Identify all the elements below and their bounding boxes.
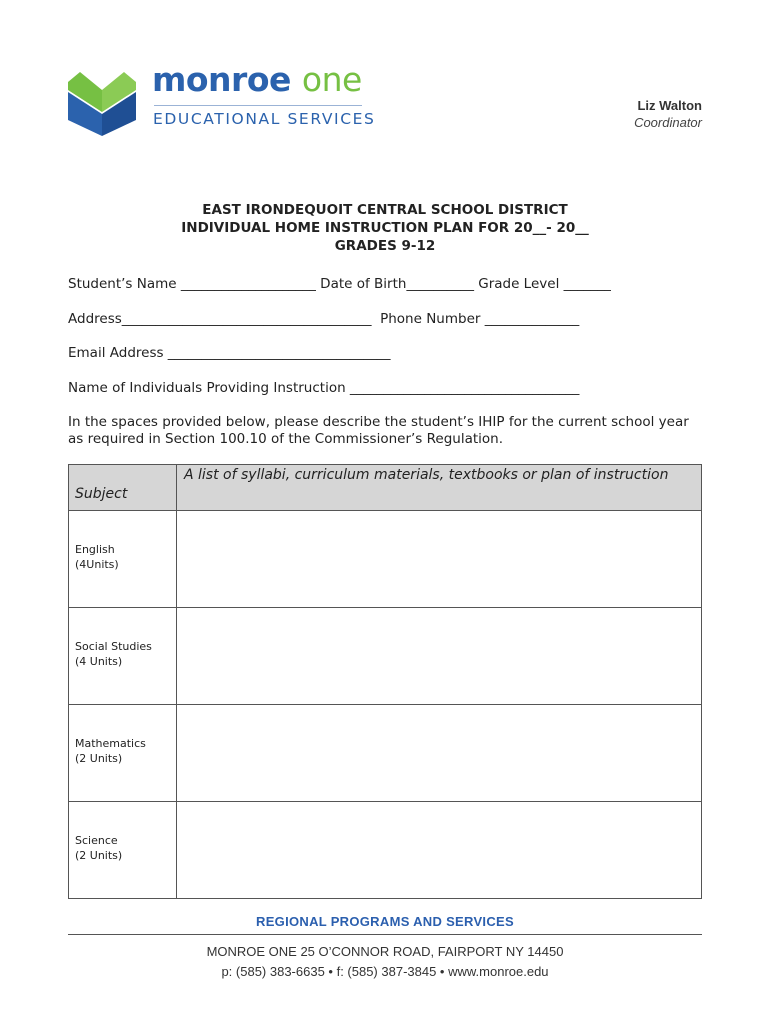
title-line-1: EAST IRONDEQUOIT CENTRAL SCHOOL DISTRICT	[202, 202, 568, 218]
subject-name: Science	[75, 834, 118, 847]
subject-units: (2 Units)	[75, 849, 123, 862]
student-info-row[interactable]: Student’s Name ____________________ Date of Birth__________ Grade Level _______	[68, 276, 611, 292]
subject-cell	[69, 705, 177, 802]
subject-cell	[69, 802, 177, 899]
subject-units: (4Units)	[75, 558, 119, 571]
subject-name: Mathematics	[75, 737, 146, 750]
instructors-row[interactable]: Name of Individuals Providing Instruction __________________________________	[68, 380, 580, 396]
table-row	[69, 705, 702, 802]
column-header-subject: Subject	[69, 465, 177, 511]
logo-wordmark: monroe one	[152, 60, 362, 99]
footer-divider	[68, 934, 702, 935]
table-row	[69, 802, 702, 899]
address-phone-row[interactable]: Address_____________________________________ Phone Number ______________	[68, 311, 580, 327]
footer-address-block	[0, 942, 770, 982]
subject-cell	[69, 608, 177, 705]
footer-contact: p: (585) 383-6635 • f: (585) 387-3845 • www.monroe.edu	[221, 964, 549, 979]
logo-mark-icon	[66, 68, 138, 140]
materials-cell[interactable]	[177, 511, 702, 608]
coordinator-contact	[634, 98, 702, 130]
materials-cell[interactable]	[177, 802, 702, 899]
logo-divider	[154, 105, 362, 106]
table-row	[69, 511, 702, 608]
subject-cell	[69, 511, 177, 608]
title-line-3: GRADES 9-12	[334, 238, 436, 254]
monroe-one-logo	[66, 60, 376, 140]
subject-name: English	[75, 543, 115, 556]
logo-subtitle: EDUCATIONAL SERVICES	[153, 110, 376, 128]
subject-name: Social Studies	[75, 640, 152, 653]
title-line-2: INDIVIDUAL HOME INSTRUCTION PLAN FOR 20__- 20__	[181, 220, 589, 236]
instructions-text: In the spaces provided below, please describe the student’s IHIP for the current school year as required in Section 100.10 of the Commissioner’s Regulation.	[68, 414, 689, 447]
materials-cell[interactable]	[177, 608, 702, 705]
footer-address: MONROE ONE 25 O’CONNOR ROAD, FAIRPORT NY 14450	[206, 944, 564, 959]
email-row[interactable]: Email Address _________________________________	[68, 345, 391, 361]
table-row	[69, 608, 702, 705]
ihip-table	[68, 464, 702, 899]
document-title	[0, 201, 770, 255]
subject-units: (2 Units)	[75, 752, 123, 765]
coordinator-role: Coordinator	[634, 115, 702, 130]
table-header-row	[69, 465, 702, 511]
subject-units: (4 Units)	[75, 655, 123, 668]
footer-title: REGIONAL PROGRAMS AND SERVICES	[256, 914, 514, 929]
materials-cell[interactable]	[177, 705, 702, 802]
column-header-materials: A list of syllabi, curriculum materials, textbooks or plan of instruction	[177, 465, 702, 511]
coordinator-name: Liz Walton	[637, 98, 702, 113]
